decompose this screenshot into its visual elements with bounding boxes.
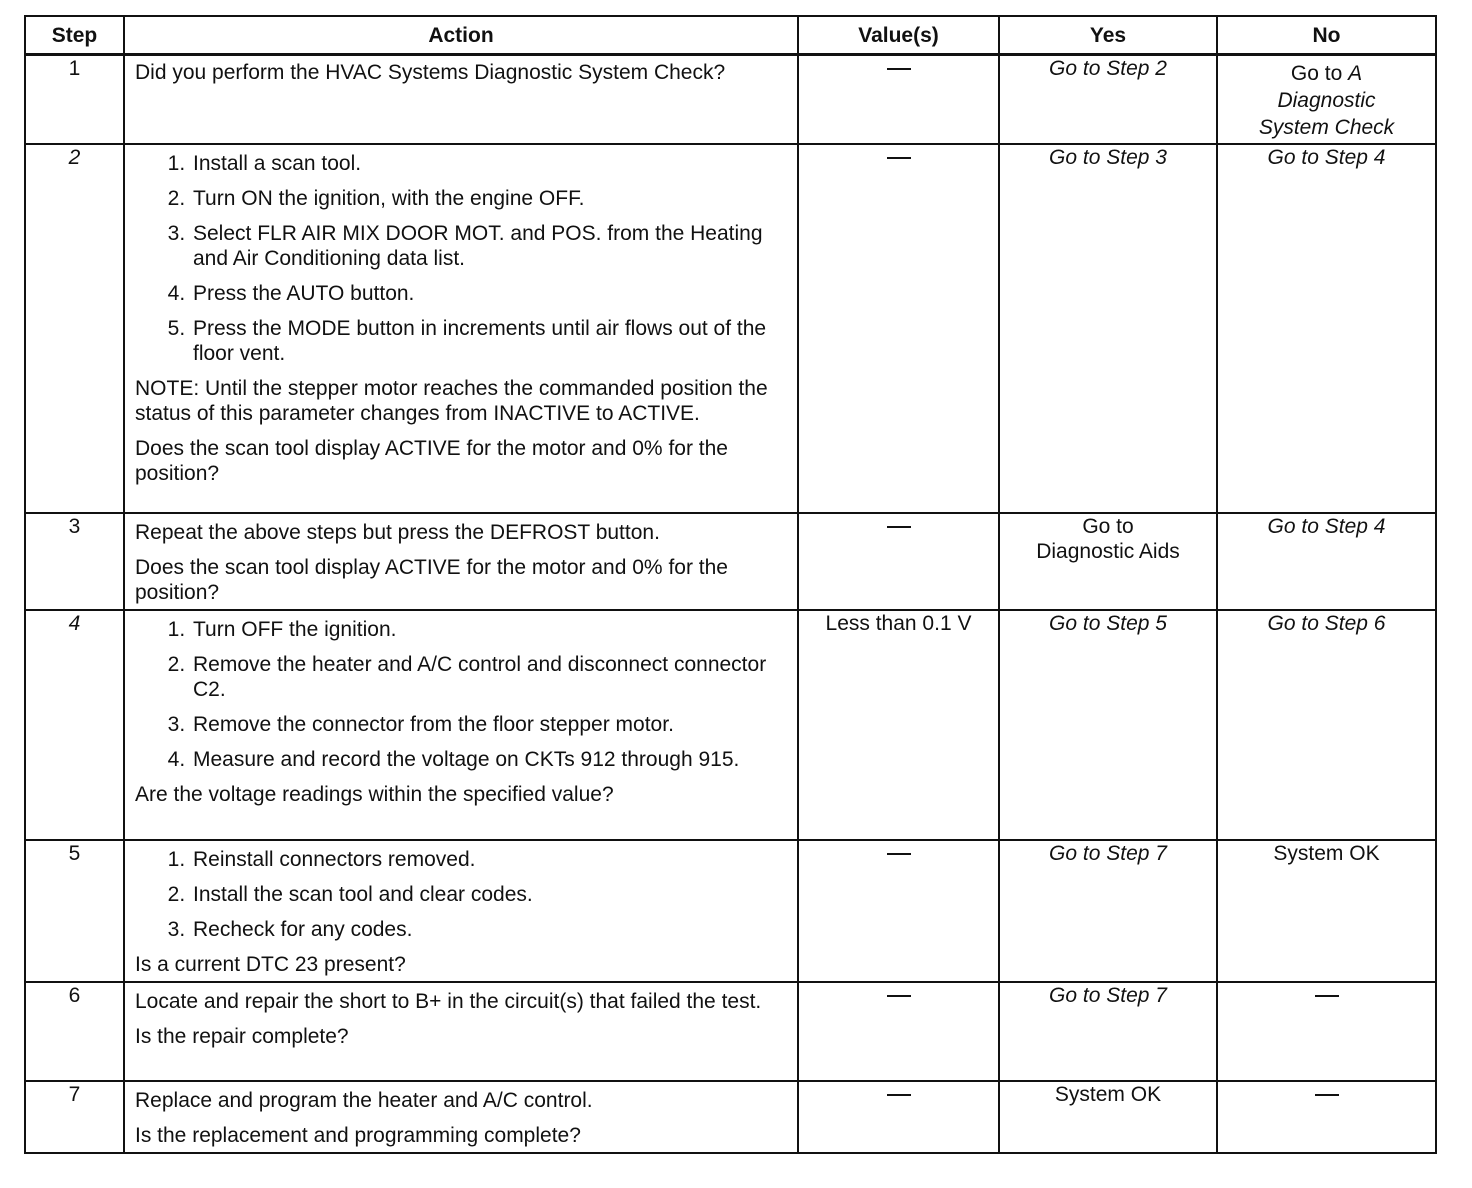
action-intro: Repeat the above steps but press the DEFROST button. [135, 520, 660, 544]
value-cell: Less than 0.1 V [798, 610, 999, 840]
header-action: Action [124, 16, 798, 55]
action-cell [124, 55, 798, 144]
table-row-step-1 [25, 55, 1436, 144]
step-number: 4 [25, 610, 124, 840]
action-cell [124, 610, 798, 840]
action-intro: Locate and repair the short to B+ in the circuit(s) that failed the test. [135, 989, 762, 1013]
action-question: Does the scan tool display ACTIVE for the motor and 0% for the position? [135, 555, 728, 604]
value-cell [798, 144, 999, 513]
no-cell [1217, 982, 1436, 1081]
value-cell [798, 513, 999, 610]
go-to-text: Go to [1290, 62, 1349, 85]
action-step: 2. Turn ON the ignition, with the engine OFF. [191, 186, 787, 211]
dash-mark [887, 853, 911, 855]
no-cell [1217, 1081, 1436, 1153]
action-cell [124, 1081, 798, 1153]
dash-mark [887, 157, 911, 159]
dash-mark [1315, 1094, 1339, 1096]
action-step: 1. Reinstall connectors removed. [191, 847, 787, 872]
yes-cell: Go to Step 7 [999, 982, 1217, 1081]
no-cell: Go to Step 4 [1217, 144, 1436, 513]
table-row-step-6 [25, 982, 1436, 1081]
action-question: Is a current DTC 23 present? [135, 952, 406, 976]
action-cell [124, 982, 798, 1081]
action-intro: Replace and program the heater and A/C control. [135, 1088, 593, 1112]
table-row-step-4 [25, 610, 1436, 840]
yes-cell: Go to Step 2 [999, 55, 1217, 144]
header-no: No [1217, 16, 1436, 55]
action-question: Are the voltage readings within the specified value? [135, 782, 614, 806]
dash-mark [1315, 995, 1339, 997]
action-cell [124, 144, 798, 513]
header-step: Step [25, 16, 124, 55]
step-number: 3 [25, 513, 124, 610]
value-cell [798, 1081, 999, 1153]
action-intro: Did you perform the HVAC Systems Diagnostic System Check? [135, 61, 726, 84]
table-row-step-5 [25, 840, 1436, 982]
action-step: 4. Measure and record the voltage on CKTs 912 through 915. [191, 747, 787, 772]
action-question: Is the replacement and programming complete? [135, 1123, 581, 1147]
action-step: 4. Press the AUTO button. [191, 281, 787, 306]
yes-cell: System OK [999, 1081, 1217, 1153]
header-yes: Yes [999, 16, 1217, 55]
step-number: 5 [25, 840, 124, 982]
action-cell [124, 513, 798, 610]
yes-line: Go to [1082, 514, 1134, 538]
yes-cell [999, 513, 1217, 610]
step-number: 2 [25, 144, 124, 513]
no-line [1291, 62, 1362, 85]
table-row-step-7 [25, 1081, 1436, 1153]
value-cell [798, 55, 999, 144]
dash-mark [887, 1094, 911, 1096]
header-values: Value(s) [798, 16, 999, 55]
action-step: 5. Press the MODE button in increments until air flows out of the floor vent. [191, 316, 787, 366]
no-line: Diagnostic [1277, 89, 1376, 112]
action-step: 2. Install the scan tool and clear codes. [191, 882, 787, 907]
action-note: NOTE: Until the stepper motor reaches the commanded position the status of this parameter changes from INACTIVE to ACTIVE. [135, 376, 768, 425]
no-cell: Go to Step 6 [1217, 610, 1436, 840]
header-row [25, 16, 1436, 55]
action-question: Does the scan tool display ACTIVE for the motor and 0% for the position? [135, 436, 728, 485]
no-cell [1217, 55, 1436, 144]
action-step: 3. Select FLR AIR MIX DOOR MOT. and POS. from the Heating and Air Conditioning data list. [191, 221, 787, 271]
no-cell: Go to Step 4 [1217, 513, 1436, 610]
yes-line: Diagnostic Aids [1036, 539, 1180, 563]
action-step: 3. Recheck for any codes. [191, 917, 787, 942]
dash-mark [887, 995, 911, 997]
step-number: 7 [25, 1081, 124, 1153]
step-number: 6 [25, 982, 124, 1081]
dash-mark [887, 68, 911, 70]
dash-mark [887, 526, 911, 528]
action-cell [124, 840, 798, 982]
action-question: Is the repair complete? [135, 1024, 349, 1048]
diagnostic-table [24, 15, 1437, 1154]
table-row-step-3 [25, 513, 1436, 610]
table-row-step-2 [25, 144, 1436, 513]
value-cell [798, 982, 999, 1081]
value-cell [798, 840, 999, 982]
no-line-a: A [1348, 62, 1363, 85]
action-step: 2. Remove the heater and A/C control and disconnect connector C2. [191, 652, 787, 702]
action-step: 1. Install a scan tool. [191, 151, 787, 176]
yes-cell: Go to Step 5 [999, 610, 1217, 840]
no-cell: System OK [1217, 840, 1436, 982]
no-line: System Check [1258, 116, 1395, 139]
step-number: 1 [25, 55, 124, 144]
yes-cell: Go to Step 3 [999, 144, 1217, 513]
action-step: 1. Turn OFF the ignition. [191, 617, 787, 642]
action-step: 3. Remove the connector from the floor stepper motor. [191, 712, 787, 737]
yes-cell: Go to Step 7 [999, 840, 1217, 982]
